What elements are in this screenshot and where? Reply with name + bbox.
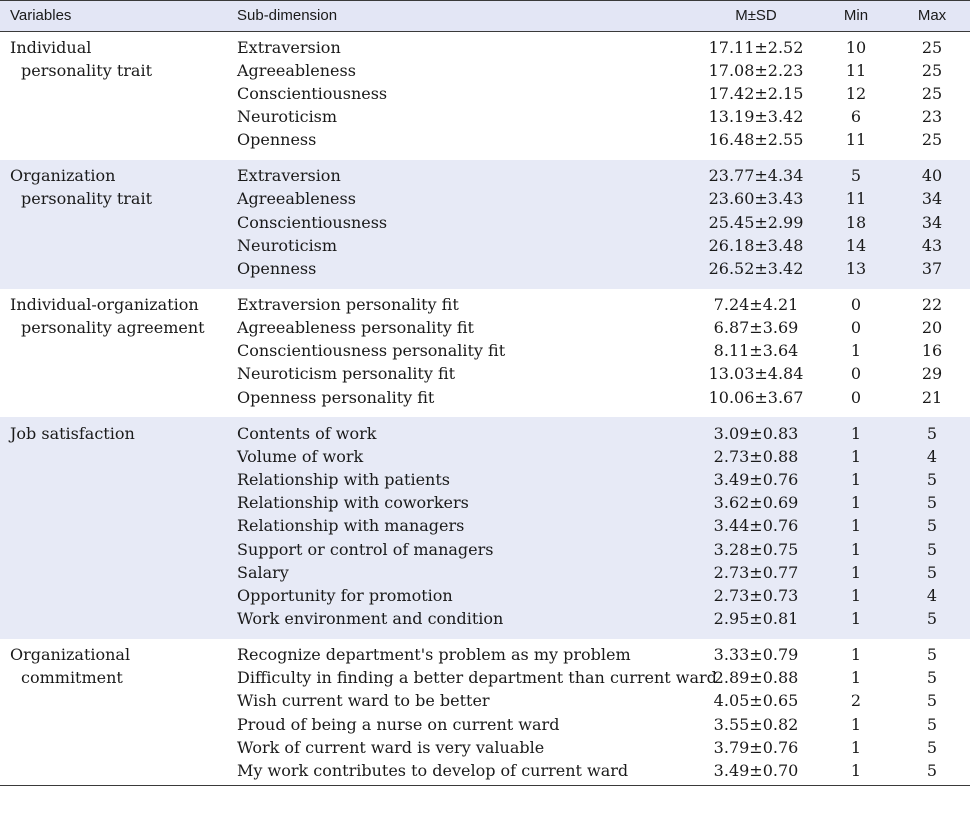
msd-cell: 13.19±3.42	[708, 106, 804, 126]
max-cell: 25	[921, 37, 943, 57]
sub-dimension-cell: Agreeableness personality fit	[237, 318, 474, 338]
sub-dimension-cell: Openness	[237, 258, 317, 278]
max-cell: 5	[926, 737, 938, 757]
table-row	[0, 738, 970, 761]
max-cell: 25	[921, 130, 943, 150]
group-label: Individual-organization	[10, 295, 199, 314]
table-row	[0, 609, 970, 632]
max-cell: 16	[921, 341, 943, 361]
group-label-continued: personality agreement	[21, 318, 205, 338]
group-label: Individual	[10, 37, 92, 57]
msd-cell: 17.11±2.52	[708, 37, 804, 57]
table-row	[0, 447, 970, 470]
msd-cell: 7.24±4.21	[713, 295, 799, 314]
max-cell: 5	[926, 645, 938, 665]
msd-cell: 23.77±4.34	[708, 166, 804, 186]
max-cell: 5	[926, 493, 938, 513]
msd-cell: 3.33±0.79	[713, 645, 799, 665]
min-cell: 1	[850, 608, 862, 628]
group-label: Organization	[10, 166, 116, 186]
table-row	[0, 38, 970, 61]
min-cell: 1	[850, 668, 862, 688]
msd-cell: 23.60±3.43	[708, 189, 804, 209]
table-row	[0, 668, 970, 691]
table-row	[0, 341, 970, 364]
max-cell: 34	[921, 212, 943, 232]
group-label-continued: personality trait	[21, 189, 152, 209]
variable-group	[0, 289, 970, 418]
sub-dimension-cell: Work of current ward is very valuable	[237, 737, 545, 757]
min-cell: 1	[850, 562, 862, 582]
header-sub-dimension: Sub-dimension	[237, 7, 338, 24]
min-cell: 10	[845, 37, 867, 57]
sub-dimension-cell: Opportunity for promotion	[237, 585, 453, 605]
min-cell: 13	[845, 258, 867, 278]
sub-dimension-cell: Extraversion	[237, 166, 341, 186]
sub-dimension-cell: Extraversion personality fit	[237, 295, 459, 314]
max-cell: 5	[926, 516, 938, 536]
group-label-continued: commitment	[21, 668, 123, 688]
sub-dimension-cell: Conscientiousness personality fit	[237, 341, 506, 361]
msd-cell: 3.09±0.83	[713, 423, 799, 443]
sub-dimension-cell: Relationship with coworkers	[237, 493, 469, 513]
sub-dimension-cell: Relationship with managers	[237, 516, 465, 536]
msd-cell: 3.55±0.82	[713, 714, 799, 734]
max-cell: 5	[926, 760, 938, 780]
sub-dimension-cell: Agreeableness	[237, 60, 356, 80]
table-row	[0, 61, 970, 84]
max-cell: 29	[921, 364, 943, 384]
table-row	[0, 761, 970, 784]
table-row	[0, 586, 970, 609]
table-row	[0, 691, 970, 714]
max-cell: 5	[926, 691, 938, 711]
min-cell: 2	[850, 691, 862, 711]
header-max: Max	[917, 7, 947, 24]
table-row	[0, 318, 970, 341]
min-cell: 14	[845, 235, 867, 255]
table-row	[0, 295, 970, 318]
msd-cell: 2.95±0.81	[713, 608, 799, 628]
msd-cell: 3.49±0.76	[713, 470, 799, 490]
min-cell: 0	[850, 295, 862, 314]
max-cell: 4	[926, 446, 938, 466]
table-row	[0, 516, 970, 539]
msd-cell: 13.03±4.84	[708, 364, 804, 384]
min-cell: 1	[850, 470, 862, 490]
msd-cell: 6.87±3.69	[713, 318, 799, 338]
max-cell: 5	[926, 668, 938, 688]
header-min: Min	[843, 7, 869, 24]
table-row	[0, 645, 970, 668]
max-cell: 37	[921, 258, 943, 278]
msd-cell: 26.18±3.48	[708, 235, 804, 255]
max-cell: 43	[921, 235, 943, 255]
table-row	[0, 424, 970, 447]
msd-cell: 3.49±0.70	[713, 760, 799, 780]
sub-dimension-cell: Volume of work	[237, 446, 364, 466]
group-label-continued: personality trait	[21, 60, 152, 80]
table-row	[0, 236, 970, 259]
table-row	[0, 84, 970, 107]
sub-dimension-cell: Difficulty in finding a better department than current ward	[237, 668, 717, 688]
msd-cell: 3.28±0.75	[713, 539, 799, 559]
table-row	[0, 130, 970, 153]
min-cell: 11	[845, 60, 867, 80]
min-cell: 1	[850, 493, 862, 513]
group-label: Organizational	[10, 645, 131, 665]
max-cell: 25	[921, 60, 943, 80]
min-cell: 18	[845, 212, 867, 232]
min-cell: 1	[850, 714, 862, 734]
max-cell: 20	[921, 318, 943, 338]
table-row	[0, 189, 970, 212]
msd-cell: 17.42±2.15	[708, 83, 804, 103]
max-cell: 22	[921, 295, 943, 314]
min-cell: 11	[845, 130, 867, 150]
min-cell: 0	[850, 364, 862, 384]
min-cell: 1	[850, 737, 862, 757]
max-cell: 5	[926, 539, 938, 559]
sub-dimension-cell: Extraversion	[237, 37, 341, 57]
sub-dimension-cell: Conscientiousness	[237, 83, 388, 103]
table-row	[0, 364, 970, 387]
sub-dimension-cell: My work contributes to develop of current ward	[237, 760, 629, 780]
variable-group	[0, 160, 970, 289]
table-row	[0, 259, 970, 282]
sub-dimension-cell: Openness	[237, 130, 317, 150]
sub-dimension-cell: Openness personality fit	[237, 387, 435, 407]
msd-cell: 8.11±3.64	[713, 341, 799, 361]
msd-cell: 26.52±3.42	[708, 258, 804, 278]
table-row	[0, 470, 970, 493]
min-cell: 12	[845, 83, 867, 103]
header-msd: M±SD	[735, 7, 777, 24]
msd-cell: 17.08±2.23	[708, 60, 804, 80]
max-cell: 21	[921, 387, 943, 407]
max-cell: 23	[921, 106, 943, 126]
min-cell: 1	[850, 645, 862, 665]
msd-cell: 2.73±0.73	[713, 585, 799, 605]
min-cell: 1	[850, 539, 862, 559]
msd-cell: 2.73±0.77	[713, 562, 799, 582]
min-cell: 1	[850, 423, 862, 443]
table-row	[0, 107, 970, 130]
table-row	[0, 493, 970, 516]
min-cell: 0	[850, 318, 862, 338]
min-cell: 1	[850, 585, 862, 605]
msd-cell: 25.45±2.99	[708, 212, 804, 232]
max-cell: 5	[926, 562, 938, 582]
max-cell: 34	[921, 189, 943, 209]
max-cell: 40	[921, 166, 943, 186]
sub-dimension-cell: Recognize department's problem as my problem	[237, 645, 631, 665]
max-cell: 5	[926, 714, 938, 734]
msd-cell: 2.73±0.88	[713, 446, 799, 466]
variable-group	[0, 417, 970, 638]
sub-dimension-cell: Work environment and condition	[237, 608, 504, 628]
table-row	[0, 715, 970, 738]
sub-dimension-cell: Proud of being a nurse on current ward	[237, 714, 560, 734]
sub-dimension-cell: Contents of work	[237, 423, 377, 443]
sub-dimension-cell: Relationship with patients	[237, 470, 450, 490]
max-cell: 5	[926, 423, 938, 443]
sub-dimension-cell: Neuroticism personality fit	[237, 364, 456, 384]
sub-dimension-cell: Wish current ward to be better	[237, 691, 490, 711]
variable-group	[0, 639, 970, 791]
sub-dimension-cell: Neuroticism	[237, 235, 338, 255]
table-row	[0, 213, 970, 236]
min-cell: 1	[850, 446, 862, 466]
msd-cell: 4.05±0.65	[713, 691, 799, 711]
bottom-rule	[0, 785, 970, 786]
group-label: Job satisfaction	[10, 423, 135, 443]
sub-dimension-cell: Agreeableness	[237, 189, 356, 209]
msd-cell: 3.79±0.76	[713, 737, 799, 757]
msd-cell: 10.06±3.67	[708, 387, 804, 407]
max-cell: 25	[921, 83, 943, 103]
sub-dimension-cell: Conscientiousness	[237, 212, 388, 232]
sub-dimension-cell: Support or control of managers	[237, 539, 494, 559]
table-row	[0, 563, 970, 586]
msd-cell: 3.44±0.76	[713, 516, 799, 536]
table-row	[0, 166, 970, 189]
min-cell: 11	[845, 189, 867, 209]
msd-cell: 3.62±0.69	[713, 493, 799, 513]
msd-cell: 2.89±0.88	[713, 668, 799, 688]
table-row	[0, 388, 970, 411]
header-variables: Variables	[10, 7, 72, 24]
variable-group	[0, 31, 970, 160]
msd-cell: 16.48±2.55	[708, 130, 804, 150]
sub-dimension-cell: Neuroticism	[237, 106, 338, 126]
min-cell: 6	[850, 106, 862, 126]
min-cell: 0	[850, 387, 862, 407]
min-cell: 5	[850, 166, 862, 186]
min-cell: 1	[850, 760, 862, 780]
max-cell: 4	[926, 585, 938, 605]
table-row	[0, 540, 970, 563]
table-header	[0, 0, 970, 32]
max-cell: 5	[926, 608, 938, 628]
max-cell: 5	[926, 470, 938, 490]
min-cell: 1	[850, 341, 862, 361]
min-cell: 1	[850, 516, 862, 536]
sub-dimension-cell: Salary	[237, 562, 289, 582]
